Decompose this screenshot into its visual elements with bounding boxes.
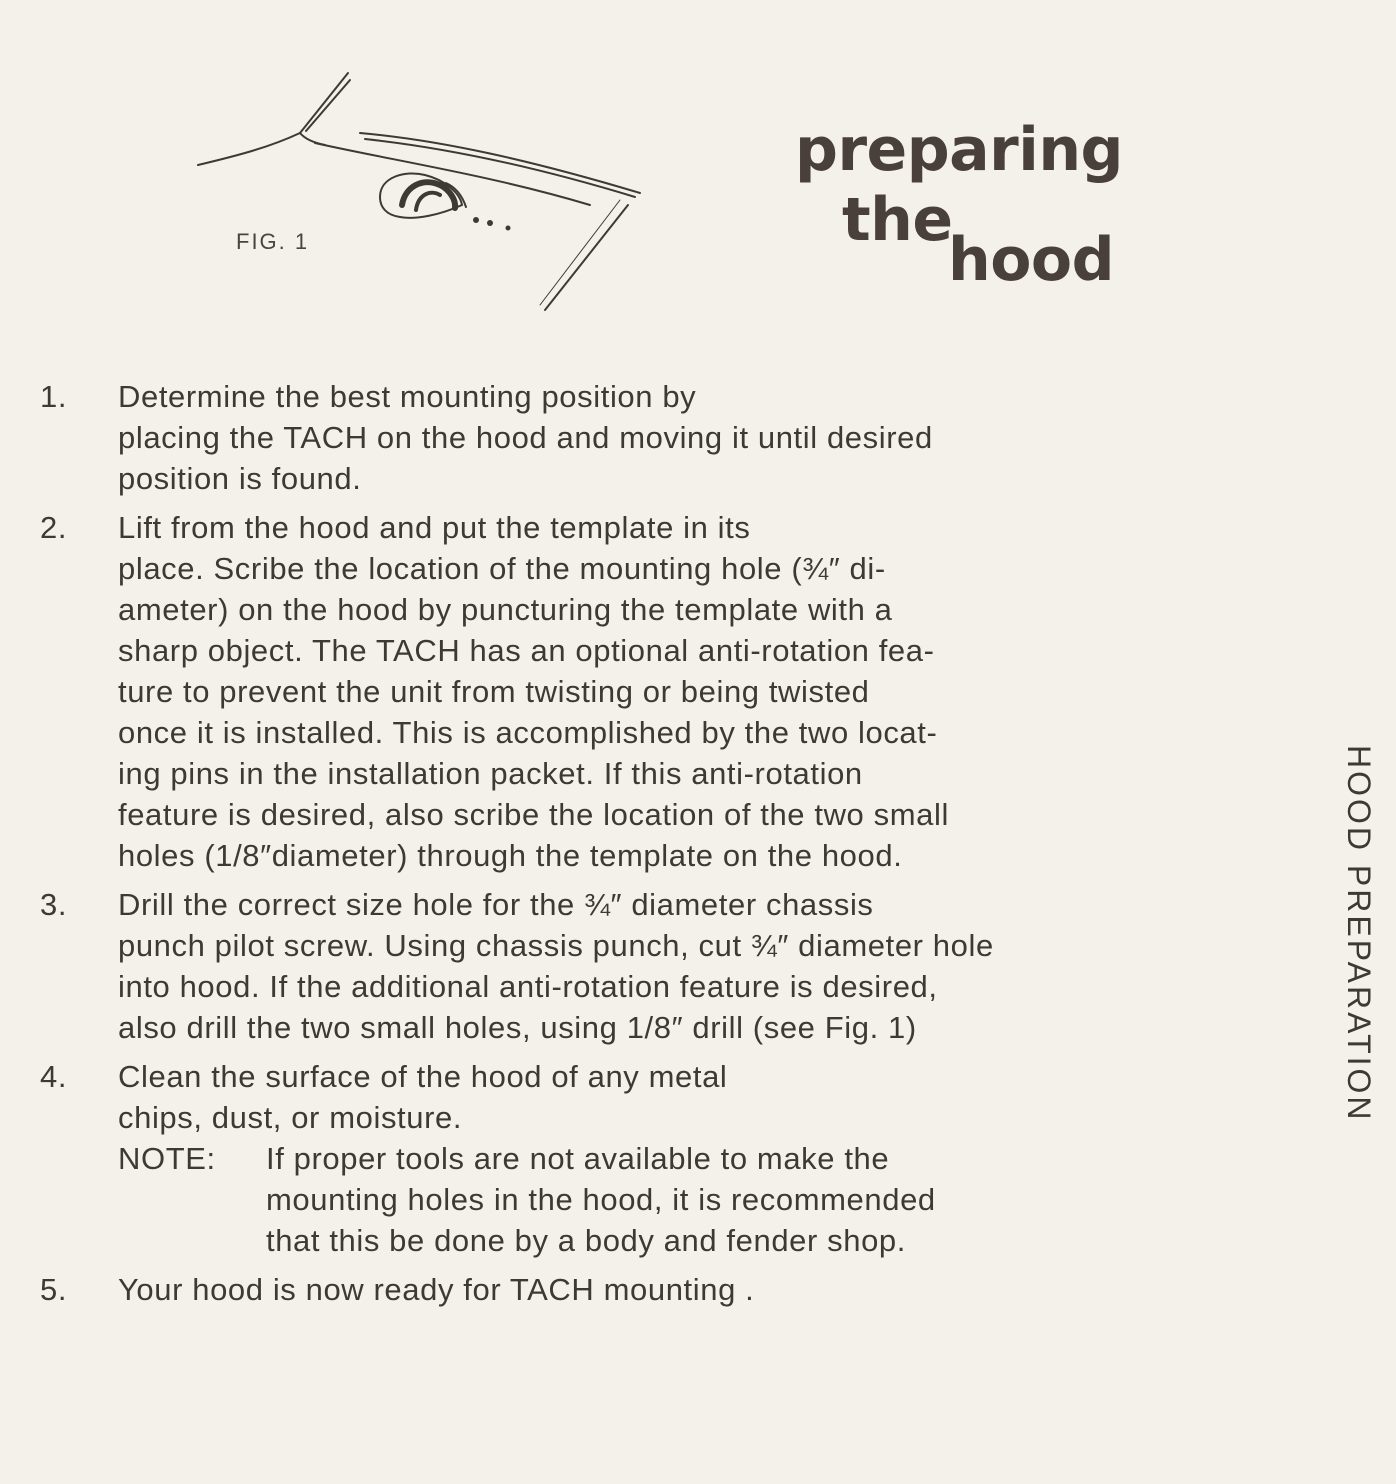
note-label: NOTE: bbox=[118, 1141, 216, 1176]
title-line-hood: hood bbox=[948, 225, 1115, 295]
step-number: 1. bbox=[40, 379, 68, 414]
note-text: If proper tools are not available to make the mounting holes in the hood, it is recommended that this be done by a body and fender shop. bbox=[266, 1141, 936, 1258]
step-text: Drill the correct size hole for the ¾″ diameter chassis punch pilot screw. Using chassis punch, cut ¾″ diameter hole into hood. If the additional anti-rotation feature is desired, also drill the two small holes, using 1/8″ drill (see Fig. 1) bbox=[118, 887, 994, 1045]
step-number: 5. bbox=[40, 1272, 68, 1307]
step-4 bbox=[40, 1056, 1220, 1261]
step-number: 2. bbox=[40, 510, 68, 545]
step-1 bbox=[40, 376, 1220, 499]
step-number: 3. bbox=[40, 887, 68, 922]
step-2 bbox=[40, 507, 1220, 876]
step-text: Your hood is now ready for TACH mounting . bbox=[118, 1272, 755, 1307]
step-text: Clean the surface of the hood of any metal chips, dust, or moisture. bbox=[118, 1059, 728, 1135]
title-line-preparing: preparing bbox=[795, 115, 1123, 185]
note bbox=[118, 1138, 1220, 1261]
step-5 bbox=[40, 1269, 1220, 1310]
hood-illustration bbox=[190, 65, 650, 315]
title-line-the: the bbox=[842, 185, 953, 255]
step-text: Determine the best mounting position by placing the TACH on the hood and moving it until desired position is found. bbox=[118, 379, 933, 496]
step-3 bbox=[40, 884, 1220, 1048]
instruction-steps bbox=[40, 376, 1220, 1318]
hood-with-tach-illustration bbox=[190, 65, 650, 315]
figure-label: FIG. 1 bbox=[236, 229, 310, 254]
step-text: Lift from the hood and put the template in its place. Scribe the location of the mounting hole (¾″ di- ameter) on the hood by puncturing the template with a sharp object. The TACH has an optional anti-rotation fea- ture to prevent the unit from twisting or being twisted once it is installed. This is accomplished by the two locat- ing pins in the installation packet. If this anti-rotation feature is desired, also scribe the location of the two small holes (1/8″diameter) through the template on the hood. bbox=[118, 510, 949, 873]
section-side-label: HOOD PREPARATION bbox=[1341, 745, 1377, 1123]
step-number: 4. bbox=[40, 1059, 68, 1094]
